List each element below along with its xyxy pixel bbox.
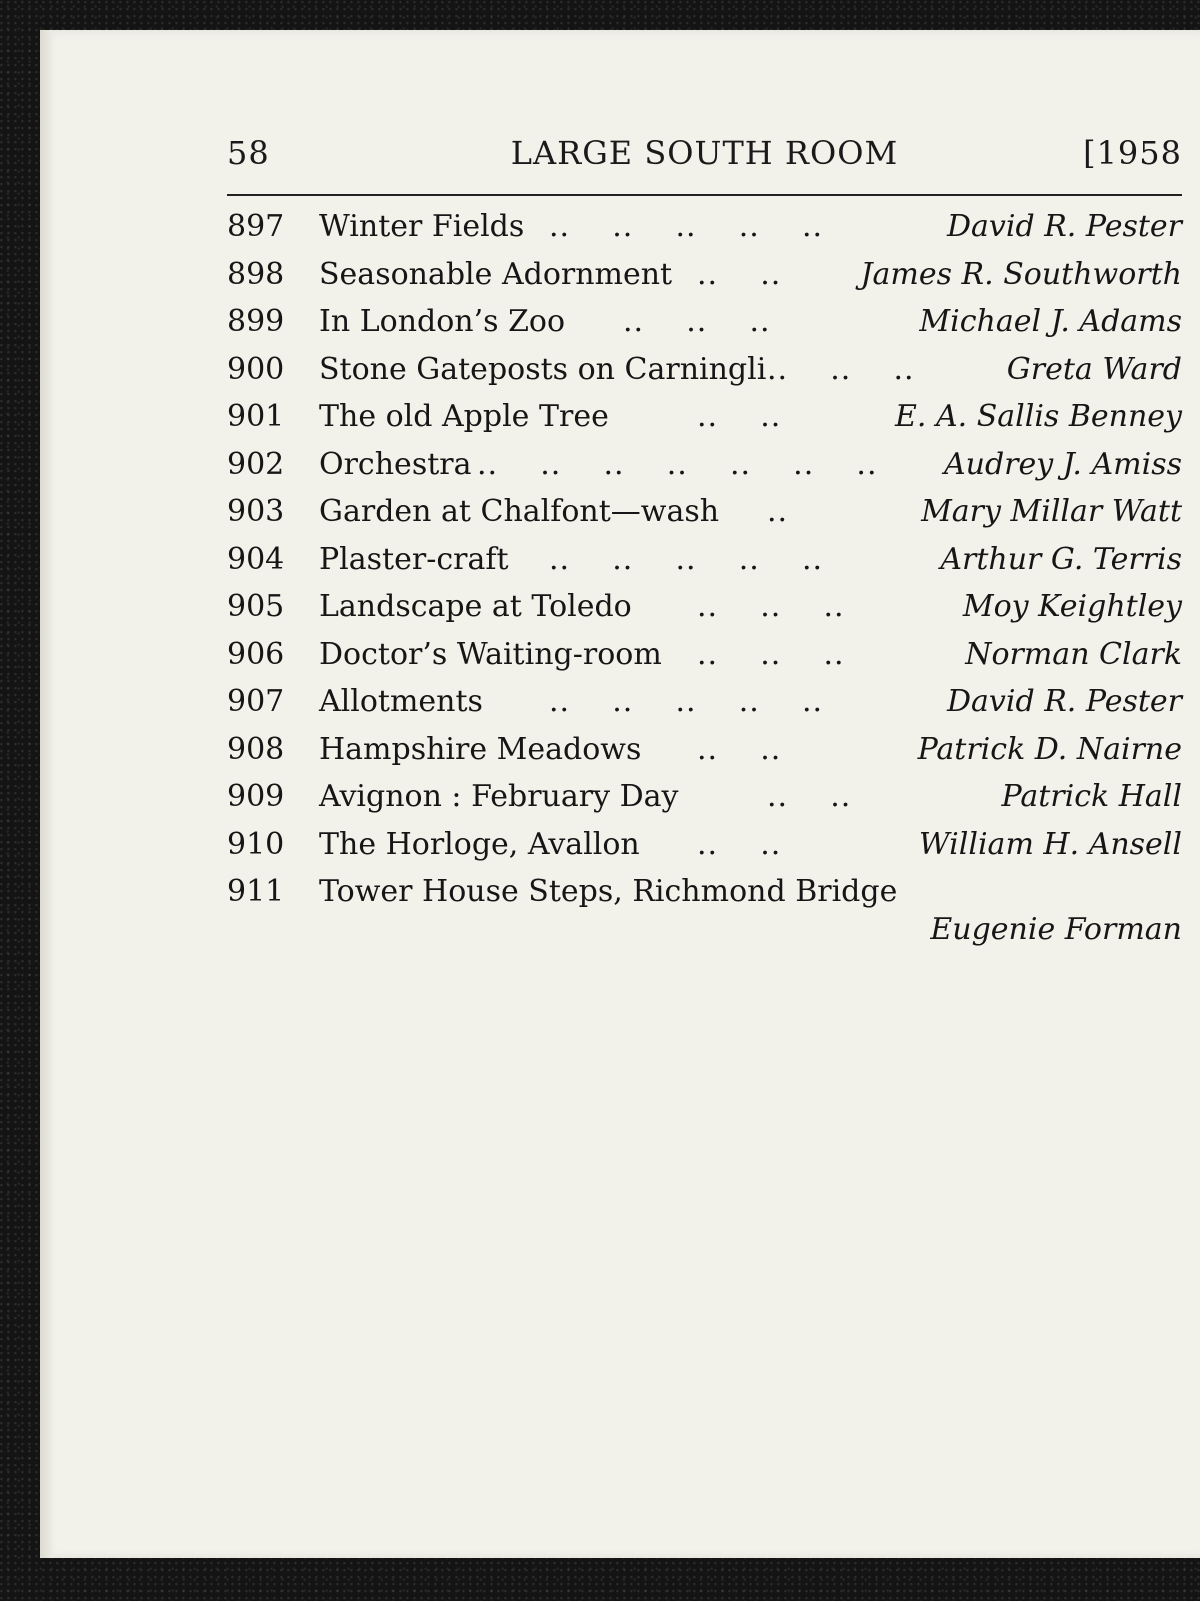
entry-title: Allotments: [319, 684, 483, 719]
leader: .. .. .. .. ..: [549, 209, 824, 244]
entry-title: Doctor’s Waiting-room: [319, 636, 662, 672]
entry-title: Landscape at Toledo: [319, 589, 632, 624]
header-rule: [227, 194, 1182, 196]
list-item: [227, 775, 1182, 823]
entry-artist: Arthur G. Terris: [940, 541, 1182, 577]
leader: .. .. ..: [697, 589, 845, 624]
page-header: [227, 134, 1182, 180]
list-item: [227, 490, 1182, 538]
entry-artist: E. A. Sallis Benney: [894, 399, 1182, 434]
entry-number: 901: [227, 399, 285, 434]
list-item: [227, 300, 1182, 348]
entry-number: 899: [227, 304, 285, 339]
list-item: [227, 205, 1182, 253]
leader: .. .. .. .. ..: [549, 541, 824, 577]
entry-title: Winter Fields: [319, 209, 525, 244]
leader: .. ..: [697, 256, 782, 292]
entry-artist: Patrick D. Nairne: [917, 731, 1182, 767]
entry-title: Seasonable Adornment: [319, 256, 673, 292]
leader: .. .. ..: [767, 351, 915, 387]
entry-title: Orchestra: [319, 446, 472, 482]
entry-number: 898: [227, 256, 285, 292]
entry-number: 907: [227, 684, 285, 719]
entry-title: Garden at Chalfont—wash: [319, 494, 720, 529]
entry-number: 905: [227, 589, 285, 624]
leader: .. .. .. .. .. .. ..: [477, 446, 878, 482]
entry-number: 909: [227, 779, 285, 814]
year-marker: [1958: [1083, 134, 1182, 172]
entry-artist: Eugenie Forman: [930, 912, 1182, 947]
entry-artist: Patrick Hall: [1001, 779, 1182, 814]
list-item: [227, 870, 1182, 956]
list-item: [227, 538, 1182, 586]
entry-number: 906: [227, 636, 285, 672]
entry-number: 904: [227, 541, 285, 577]
entry-number: 908: [227, 731, 285, 767]
entry-number: 897: [227, 209, 285, 244]
entry-artist: Moy Keightley: [962, 589, 1182, 624]
list-item: [227, 443, 1182, 491]
leader: .. ..: [767, 779, 852, 814]
entry-artist: William H. Ansell: [918, 826, 1182, 862]
leader: .. ..: [697, 826, 782, 862]
entry-number: 902: [227, 446, 285, 482]
list-item: [227, 395, 1182, 443]
leader: ..: [767, 494, 789, 529]
entry-artist: Greta Ward: [1006, 351, 1182, 387]
entry-title: Stone Gateposts on Carningli: [319, 351, 767, 387]
entry-number: 911: [227, 874, 285, 909]
list-item: [227, 823, 1182, 871]
list-item: [227, 680, 1182, 728]
page-edge: [40, 30, 52, 1558]
entry-artist: Mary Millar Watt: [921, 494, 1182, 529]
list-item: [227, 728, 1182, 776]
entry-artist: David R. Pester: [946, 209, 1182, 244]
list-item: [227, 253, 1182, 301]
entry-artist: Norman Clark: [965, 636, 1182, 672]
entry-number: 900: [227, 351, 285, 387]
entry-title: Hampshire Meadows: [319, 731, 642, 767]
list-item: [227, 633, 1182, 681]
leader: .. .. ..: [623, 304, 771, 339]
entry-title: Plaster-craft: [319, 541, 509, 577]
entry-number: 903: [227, 494, 285, 529]
page-number: 58: [227, 134, 270, 172]
entry-artist: Audrey J. Amiss: [943, 446, 1182, 482]
leader: .. .. ..: [697, 636, 845, 672]
list-item: [227, 585, 1182, 633]
entry-number: 910: [227, 826, 285, 862]
entry-title: The Horloge, Avallon: [319, 826, 640, 862]
leader: .. .. .. .. ..: [549, 684, 824, 719]
entry-artist: James R. Southworth: [860, 256, 1182, 292]
list-item: [227, 348, 1182, 396]
page-title: LARGE SOUTH ROOM: [510, 134, 899, 172]
entry-title: Avignon : February Day: [319, 779, 679, 814]
entry-title: In London’s Zoo: [319, 304, 566, 339]
leader: .. ..: [697, 399, 782, 434]
leader: .. ..: [697, 731, 782, 767]
entry-title: The old Apple Tree: [319, 399, 609, 434]
entry-artist: Michael J. Adams: [919, 304, 1182, 339]
entry-title: Tower House Steps, Richmond Bridge: [319, 874, 898, 909]
entry-artist: David R. Pester: [946, 684, 1182, 719]
entry-list: [227, 205, 1182, 956]
